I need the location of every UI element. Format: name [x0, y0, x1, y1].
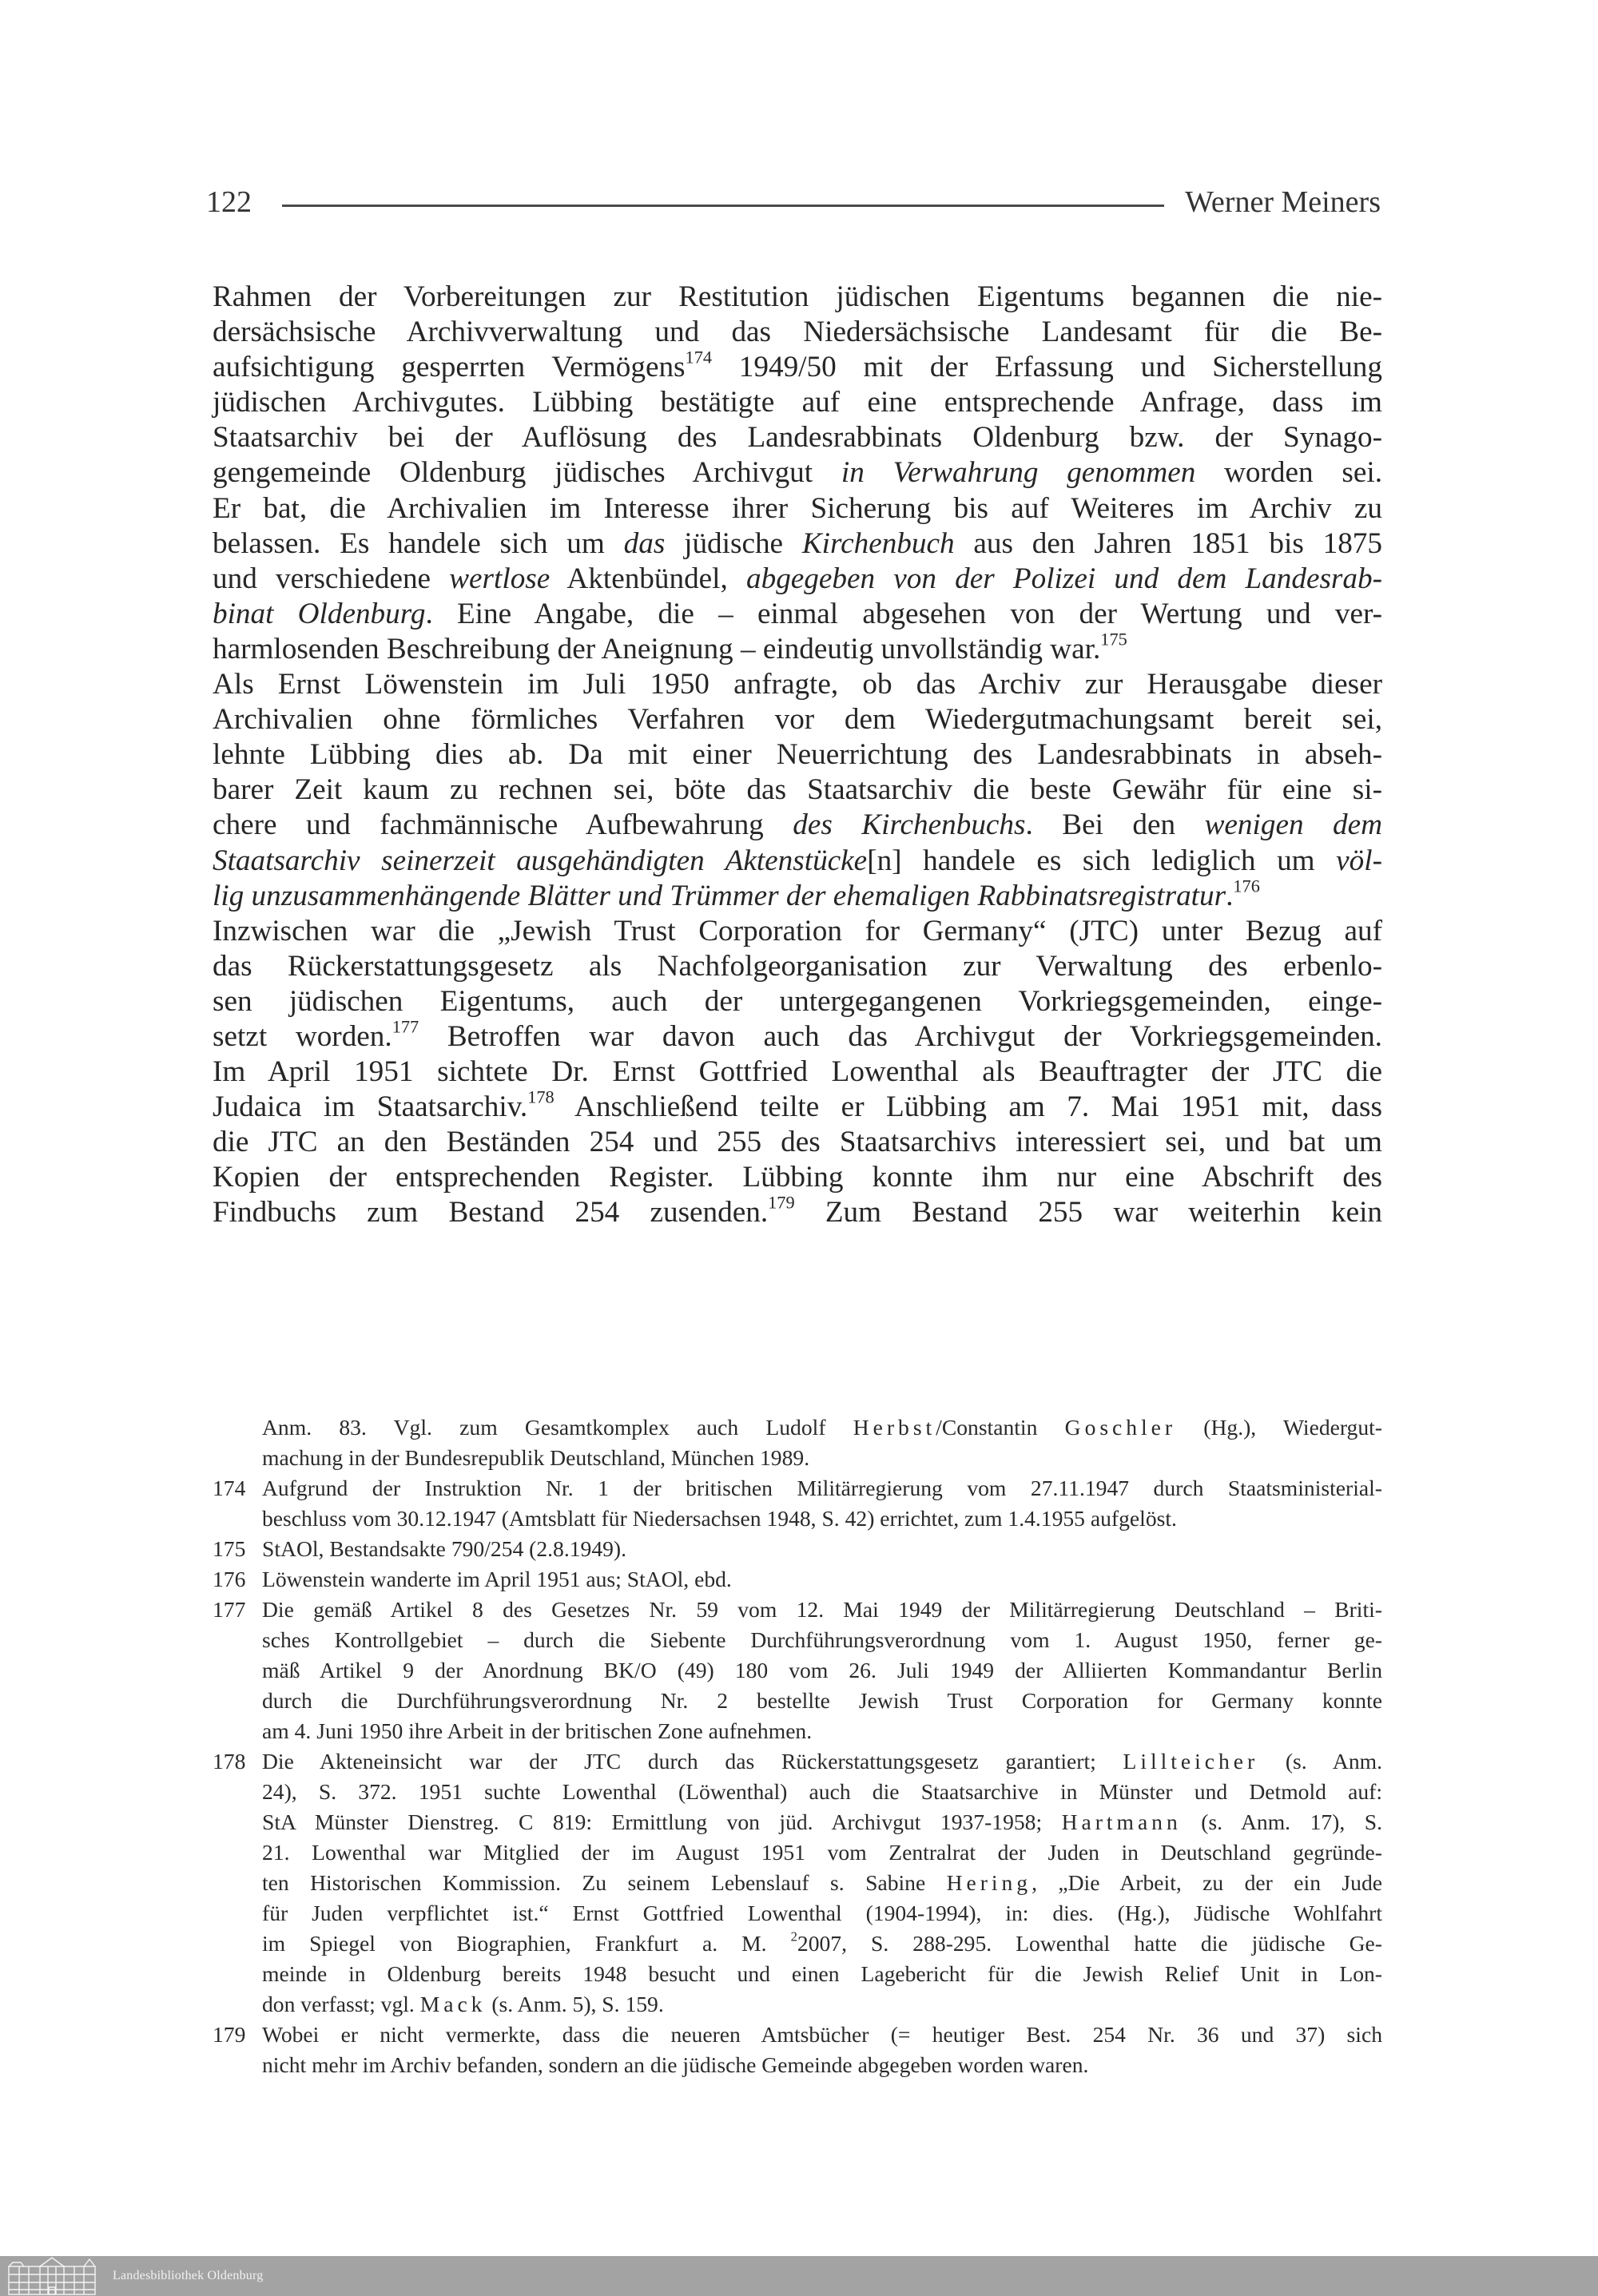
- text-run: Archivalien ohne förmliches Verfahren vor dem Wiedergutmachungsamt bereit sei,: [213, 703, 1382, 737]
- italic-text: in Verwahrung genommen: [841, 456, 1196, 490]
- library-building-icon: [6, 2257, 98, 2295]
- body-line: [213, 808, 1382, 843]
- text-run: . Eine Angabe, die – einmal abgesehen von der Wertung und ver-: [425, 597, 1383, 630]
- footnote: [213, 1746, 1382, 2020]
- footnote-line: [262, 1564, 1382, 1595]
- body-line: [213, 1192, 1382, 1230]
- footnote-number: 175: [213, 1536, 246, 1561]
- italic-text: das: [623, 526, 666, 560]
- footnote-line: [262, 1746, 1382, 1777]
- text-run: Er bat, die Archivalien im Interesse ihrer Sicherung bis auf Weiteres im Archiv zu: [213, 491, 1382, 525]
- footnote-line: [262, 1959, 1382, 1989]
- text-run: don verfasst; vgl.: [262, 1992, 420, 2016]
- body-line: [213, 914, 1382, 949]
- body-line: [213, 1016, 1382, 1055]
- author-name: Goschler: [1064, 1415, 1177, 1440]
- footnote-line: [262, 1686, 1382, 1716]
- footnote-number: 178: [213, 1749, 246, 1774]
- footnote: [213, 1412, 1382, 1473]
- text-run: durch die Durchführungsverordnung Nr. 2 bestellte Jewish Trust Corporation for Germany konnte: [262, 1688, 1382, 1713]
- text-run: am 4. Juni 1950 ihre Arbeit in der britischen Zone aufnehmen.: [262, 1718, 813, 1743]
- footnote-ref: 178: [527, 1086, 555, 1107]
- text-run: ten Historischen Kommission. Zu seinem Lebenslauf s. Sabine: [262, 1870, 947, 1895]
- footnote-line: [262, 2050, 1382, 2080]
- body-line: [213, 1086, 1382, 1125]
- text-run: Die gemäß Artikel 8 des Gesetzes Nr. 59 vom 12. Mai 1949 der Militärregierung Deutschland – Briti-: [262, 1597, 1382, 1622]
- body-line: [213, 702, 1382, 737]
- text-run: 21. Lowenthal war Mitglied der im August 1951 vom Zentralrat der Juden in Deutschland gegründe-: [262, 1840, 1382, 1865]
- footnote: [213, 1534, 1382, 1564]
- italic-text: wenigen dem: [1204, 808, 1382, 842]
- body-line: [213, 1125, 1382, 1160]
- footnote-line: [262, 1898, 1382, 1929]
- text-run: die JTC an den Beständen 254 und 255 des Staatsarchivs interessiert sei, und bat um: [213, 1126, 1382, 1159]
- footnote-ref: 179: [768, 1192, 795, 1213]
- footnotes: [213, 1412, 1382, 2080]
- library-name: Landesbibliothek Oldenburg: [113, 2269, 264, 2282]
- footnote-line: [262, 1504, 1382, 1534]
- text-run: StAOl, Bestandsakte 790/254 (2.8.1949).: [262, 1536, 627, 1561]
- text-run: /Constantin: [936, 1415, 1065, 1440]
- text-run: 2007, S. 288-295. Lowenthal hatte die jüdische Ge-: [797, 1931, 1382, 1956]
- italic-text: völ-: [1336, 844, 1382, 877]
- text-run: beschluss vom 30.12.1947 (Amtsblatt für Niedersachsen 1948, S. 42) errichtet, zum 1.4.1955 aufgelöst.: [262, 1506, 1177, 1531]
- footnote-line: [262, 1989, 1382, 2020]
- text-run: chere und fachmännische Aufbewahrung: [213, 808, 793, 842]
- author-name: Lillteicher: [1123, 1749, 1259, 1774]
- body-line: [213, 773, 1382, 808]
- body-line: [213, 597, 1382, 632]
- text-run: Wobei er nicht vermerkte, dass die neueren Amtsbücher (= heutiger Best. 254 Nr. 36 und 37) sich: [262, 2022, 1382, 2047]
- text-run: Anschließend teilte er Lübbing am 7. Mai 1951 mit, dass: [554, 1090, 1382, 1124]
- text-run: sches Kontrollgebiet – durch die Siebente Durchführungsverordnung vom 1. August 1950, ferner ge-: [262, 1627, 1382, 1652]
- italic-text: lig unzusammenhängende Blätter und Trümmer der ehemaligen Rabbinatsregistratur: [213, 879, 1226, 912]
- text-run: dersächsische Archivverwaltung und das Niedersächsische Landesamt für die Be-: [213, 316, 1382, 349]
- text-run: 24), S. 372. 1951 suchte Lowenthal (Löwenthal) auch die Staatsarchive in Münster und Detmold auf:: [262, 1779, 1382, 1804]
- italic-text: Staatsarchiv seinerzeit ausgehändigten Aktenstücke: [213, 844, 868, 877]
- text-run: nicht mehr im Archiv befanden, sondern an die jüdische Gemeinde abgegeben worden waren.: [262, 2052, 1089, 2077]
- body-line: [213, 844, 1382, 879]
- footnote-line: [262, 1534, 1382, 1564]
- footnote-ref: 177: [392, 1016, 419, 1037]
- footnote-line: [262, 1837, 1382, 1868]
- footnote-number: 177: [213, 1597, 246, 1622]
- body-line: [213, 667, 1382, 702]
- body-line: [213, 491, 1382, 526]
- footnote-line: [262, 1625, 1382, 1655]
- text-run: Löwenstein wanderte im April 1951 aus; StAOl, ebd.: [262, 1567, 732, 1591]
- footnote-line: [262, 1716, 1382, 1746]
- italic-text: wertlose: [449, 562, 551, 595]
- author-name: Hering: [946, 1870, 1032, 1895]
- text-run: (s. Anm. 5), S. 159.: [486, 1992, 664, 2016]
- footnote-text: [262, 2020, 1382, 2080]
- text-run: gengemeinde Oldenburg jüdisches Archivgut: [213, 456, 841, 490]
- text-run: Anm. 83. Vgl. zum Gesamtkomplex auch Ludolf: [262, 1415, 853, 1440]
- italic-text: Kirchenbuch: [801, 526, 955, 560]
- footnote-line: [262, 1929, 1382, 1959]
- footnote-number: 179: [213, 2022, 246, 2047]
- text-run: das Rückerstattungsgesetz als Nachfolgeorganisation zur Verwaltung des erbenlo-: [213, 949, 1382, 983]
- text-run: . Bei den: [1025, 808, 1205, 842]
- text-run: , „Die Arbeit, zu der ein Jude: [1032, 1870, 1382, 1895]
- library-footer-bar: [0, 2256, 1598, 2296]
- text-run: lehnte Lübbing dies ab. Da mit einer Neuerrichtung des Landesrabbinats in abseh-: [213, 738, 1382, 772]
- text-run: machung in der Bundesrepublik Deutschland, München 1989.: [262, 1445, 810, 1470]
- text-run: und verschiedene: [213, 562, 450, 595]
- body-line: [213, 737, 1382, 773]
- footnote-text: [262, 1746, 1382, 2020]
- footnote: [213, 2020, 1382, 2080]
- text-run: Staatsarchiv bei der Auflösung des Landesrabbinats Oldenburg bzw. der Synago-: [213, 421, 1382, 455]
- footnote-text: [262, 1473, 1382, 1534]
- body-line: [213, 949, 1382, 984]
- text-run: Judaica im Staatsarchiv.: [213, 1090, 528, 1124]
- text-run: (Hg.), Wiedergut-: [1176, 1415, 1382, 1440]
- header-rule: [282, 205, 1164, 207]
- footnote-ref: 176: [1233, 875, 1260, 896]
- text-run: Findbuchs zum Bestand 254 zusenden.: [213, 1196, 769, 1229]
- text-run: Inzwischen war die „Jewish Trust Corporation for Germany“ (JTC) unter Bezug auf: [213, 914, 1382, 947]
- footnote-number: 174: [213, 1476, 246, 1500]
- author-name: Hartmann: [1061, 1809, 1182, 1834]
- body-line: [213, 875, 1382, 914]
- body-line: [213, 984, 1382, 1019]
- footnote-text: [262, 1564, 1382, 1595]
- body-line: [213, 1055, 1382, 1090]
- text-run: belassen. Es handele sich um: [213, 526, 624, 560]
- footnote: [213, 1595, 1382, 1746]
- body-line: [213, 385, 1382, 420]
- footnote-line: [262, 1807, 1382, 1837]
- footnote-number: [213, 1412, 262, 1473]
- text-run: Betroffen war davon auch das Archivgut der Vorkriegsgemeinden.: [419, 1019, 1382, 1053]
- text-run: mäß Artikel 9 der Anordnung BK/O (49) 180 vom 26. Juli 1949 der Alliierten Kommandantur Berlin: [262, 1658, 1382, 1682]
- body-line: [213, 1160, 1382, 1195]
- footnote-text: [262, 1412, 1382, 1473]
- text-run: jüdischen Archivgutes. Lübbing bestätigte auf eine entsprechende Anfrage, dass im: [213, 386, 1382, 419]
- text-run: Aktenbündel,: [550, 562, 746, 595]
- italic-text: abgegeben von der Polizei und dem Landesrab-: [746, 562, 1382, 595]
- text-run: barer Zeit kaum zu rechnen sei, böte das Staatsarchiv die beste Gewähr für eine si-: [213, 773, 1382, 807]
- footnote-ref: 2: [790, 1929, 797, 1944]
- page-number: 122: [206, 185, 252, 219]
- author-name: Herbst: [853, 1415, 936, 1440]
- text-run: (s. Anm. 17), S.: [1181, 1809, 1382, 1834]
- footnote-text: [262, 1534, 1382, 1564]
- text-run: StA Münster Dienstreg. C 819: Ermittlung von jüd. Archivgut 1937-1958;: [262, 1809, 1062, 1834]
- italic-text: binat Oldenburg: [213, 597, 426, 630]
- text-run: [n] handele es sich lediglich um: [867, 844, 1337, 877]
- text-run: aufsichtigung gesperrten Vermögens: [213, 351, 686, 384]
- body-text: [213, 280, 1382, 1231]
- text-run: Als Ernst Löwenstein im Juli 1950 anfragte, ob das Archiv zur Herausgabe dieser: [213, 668, 1382, 701]
- text-run: jüdische: [665, 526, 802, 560]
- text-run: sen jüdischen Eigentums, auch der untergegangenen Vorkriegsgemeinden, einge-: [213, 984, 1382, 1018]
- text-run: 1949/50 mit der Erfassung und Sicherstellung: [712, 351, 1382, 384]
- text-run: aus den Jahren 1851 bis 1875: [954, 526, 1382, 560]
- footnote-line: [262, 1655, 1382, 1686]
- text-run: Rahmen der Vorbereitungen zur Restitution jüdischen Eigentums begannen die nie-: [213, 280, 1382, 313]
- text-run: für Juden verpflichtet ist.“ Ernst Gottfried Lowenthal (1904-1994), in: dies. (Hg.), Jüdische Wohlfahrt: [262, 1901, 1382, 1925]
- text-run: Aufgrund der Instruktion Nr. 1 der britischen Militärregierung vom 27.11.1947 durch Staatsministerial-: [262, 1476, 1382, 1500]
- body-line: [213, 455, 1382, 491]
- footnote: [213, 1473, 1382, 1534]
- body-line: [213, 315, 1382, 350]
- text-run: worden sei.: [1195, 456, 1382, 490]
- text-run: (s. Anm.: [1258, 1749, 1382, 1774]
- footnote-text: [262, 1595, 1382, 1746]
- body-line: [213, 347, 1382, 385]
- text-run: meinde in Oldenburg bereits 1948 besucht und einen Lagebericht für die Jewish Relief Unit in Lon-: [262, 1961, 1382, 1986]
- text-run: .: [1226, 879, 1234, 912]
- text-run: Im April 1951 sichtete Dr. Ernst Gottfried Lowenthal als Beauftragter der JTC die: [213, 1055, 1382, 1089]
- body-line: [213, 629, 1382, 667]
- footnote-number: 176: [213, 1567, 246, 1591]
- footnote-line: [262, 1473, 1382, 1504]
- running-head-author: Werner Meiners: [1185, 185, 1381, 219]
- running-head: [206, 182, 1381, 222]
- text-run: harmlosenden Beschreibung der Aneignung – eindeutig unvollständig war.: [213, 632, 1101, 665]
- footnote-line: [262, 1412, 1382, 1443]
- text-run: im Spiegel von Biographien, Frankfurt a. M.: [262, 1931, 791, 1956]
- body-line: [213, 562, 1382, 597]
- body-line: [213, 280, 1382, 315]
- text-run: Zum Bestand 255 war weiterhin kein: [794, 1196, 1382, 1229]
- footnote-ref: 174: [685, 347, 712, 367]
- footnote-line: [262, 1777, 1382, 1807]
- text-run: Kopien der entsprechenden Register. Lübbing konnte ihm nur eine Abschrift des: [213, 1161, 1382, 1194]
- footnote: [213, 1564, 1382, 1595]
- body-line: [213, 526, 1382, 562]
- footnote-ref: 175: [1100, 629, 1127, 649]
- author-name: Mack: [419, 1992, 487, 2016]
- footnote-line: [262, 1595, 1382, 1625]
- footnote-line: [262, 2020, 1382, 2050]
- italic-text: des Kirchenbuchs: [793, 808, 1026, 842]
- text-run: Die Akteneinsicht war der JTC durch das Rückerstattungsgesetz garantiert;: [262, 1749, 1123, 1774]
- footnote-line: [262, 1868, 1382, 1898]
- text-run: setzt worden.: [213, 1019, 392, 1053]
- footnote-line: [262, 1443, 1382, 1473]
- body-line: [213, 420, 1382, 455]
